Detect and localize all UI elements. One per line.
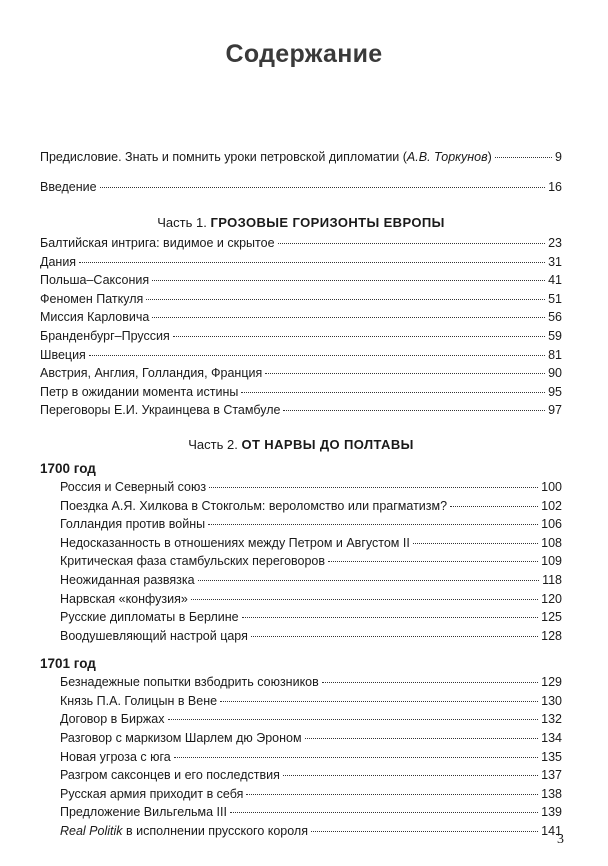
dot-leader xyxy=(152,317,545,318)
toc-entry-title: Критическая фаза стамбульских переговоров xyxy=(60,554,326,569)
toc-entry-title: Феномен Паткуля xyxy=(40,291,144,306)
toc-entry-page: 97 xyxy=(548,403,562,418)
toc-entry-page: 106 xyxy=(541,517,562,532)
toc-entry-page: 132 xyxy=(541,712,562,727)
toc-entry-page: 51 xyxy=(548,291,562,306)
year-heading-1701: 1701 год xyxy=(40,656,96,672)
toc-entry-title: Новая угроза с юга xyxy=(60,749,171,764)
toc-entry-title: Нарвская «конфузия» xyxy=(60,591,188,606)
toc-entry-title: Голландия против войны xyxy=(60,517,206,532)
toc-entry-title: Введение xyxy=(40,180,97,194)
toc-entry-title: Предложение Вильгельма III xyxy=(60,805,227,820)
toc-entry-title: Поездка А.Я. Хилкова в Стокгольм: вероломство или прагматизм? xyxy=(60,498,448,513)
toc-entry-title: Австрия, Англия, Голландия, Франция xyxy=(40,366,263,381)
toc-entry xyxy=(40,592,562,611)
toc-entry-title: Петр в ожидании момента истины xyxy=(40,384,239,399)
toc-entry-page: 139 xyxy=(541,805,562,820)
dot-leader xyxy=(246,794,538,795)
toc-entry-title: Князь П.А. Голицын в Вене xyxy=(60,693,218,708)
dot-leader xyxy=(283,410,545,411)
toc-entry xyxy=(40,675,562,694)
toc-entry xyxy=(40,824,562,843)
toc-entry-page: 138 xyxy=(541,786,562,801)
toc-entry xyxy=(40,403,562,422)
toc-entry-page: 90 xyxy=(548,366,562,381)
italic-term: Real Politik xyxy=(60,824,123,839)
toc-entry-title: Дания xyxy=(40,254,77,269)
dot-leader xyxy=(191,599,538,600)
toc-entry-title: Миссия Карловича xyxy=(40,310,150,325)
toc-entry xyxy=(40,236,562,255)
part-prefix: Часть 1. xyxy=(157,215,207,230)
toc-entry-title: Русская армия приходит в себя xyxy=(60,786,244,801)
toc-entry xyxy=(40,712,562,731)
dot-leader xyxy=(265,373,545,374)
toc-entry-page: 56 xyxy=(548,310,562,325)
preface-author: А.В. Торкунов xyxy=(406,150,488,164)
toc-entry-page: 100 xyxy=(541,479,562,494)
toc-entry-title: Разговор с маркизом Шарлем дю Эроном xyxy=(60,731,302,746)
toc-entry-title: Русские дипломаты в Берлине xyxy=(60,610,239,625)
year-1701-entries xyxy=(40,675,562,842)
toc-entry-title: Безнадежные попытки взбодрить союзников xyxy=(60,675,319,690)
toc-entry xyxy=(40,310,562,329)
dot-leader xyxy=(152,280,545,281)
toc-entry xyxy=(40,273,562,292)
toc-entry-page: 141 xyxy=(541,824,562,839)
page-title: Содержание xyxy=(225,40,383,68)
toc-entry-page: 134 xyxy=(541,731,562,746)
dot-leader xyxy=(168,719,539,720)
toc-entry xyxy=(40,255,562,274)
dot-leader xyxy=(79,262,545,263)
toc-entry-page: 31 xyxy=(548,254,562,269)
part-1-heading xyxy=(40,210,562,236)
toc-entry xyxy=(40,787,562,806)
toc-entry-page: 59 xyxy=(548,328,562,343)
dot-leader xyxy=(209,487,538,488)
page-number: 3 xyxy=(557,832,564,847)
dot-leader xyxy=(495,157,552,158)
dot-leader xyxy=(100,187,545,188)
toc-entry xyxy=(40,385,562,404)
dot-leader xyxy=(208,524,538,525)
part-1-entries xyxy=(40,236,562,422)
toc-entry-page: 9 xyxy=(555,150,562,164)
toc-entry-title: Недосказанность в отношениях между Петром и Августом II xyxy=(60,535,410,550)
dot-leader xyxy=(322,682,538,683)
toc-entry xyxy=(40,629,562,648)
dot-leader xyxy=(173,336,545,337)
toc-entry-title: Real Politik в исполнении прусского короля xyxy=(60,824,308,839)
toc-entry-page: 135 xyxy=(541,749,562,764)
toc-entry-title: Россия и Северный союз xyxy=(60,479,207,494)
dot-leader xyxy=(220,701,538,702)
toc-entry-page: 23 xyxy=(548,236,562,250)
toc-entry xyxy=(40,694,562,713)
toc-entry xyxy=(40,805,562,824)
dot-leader xyxy=(450,506,538,507)
toc-entry-title: Разгром саксонцев и его последствия xyxy=(60,768,280,783)
toc-entry xyxy=(40,731,562,750)
toc-entry-page: 108 xyxy=(541,535,562,550)
toc-entry xyxy=(40,768,562,787)
dot-leader xyxy=(413,543,538,544)
toc-entry-page: 129 xyxy=(541,675,562,690)
toc-entry-page: 81 xyxy=(548,347,562,362)
toc-entry-page: 118 xyxy=(542,572,562,587)
toc-entry-title: Бранденбург–Пруссия xyxy=(40,328,170,343)
year-1700-entries xyxy=(40,480,562,647)
toc-entry xyxy=(40,750,562,769)
toc-entry-title: Балтийская интрига: видимое и скрытое xyxy=(40,236,275,250)
dot-leader xyxy=(311,831,538,832)
table-of-contents xyxy=(40,150,562,843)
toc-entry xyxy=(40,348,562,367)
toc-entry-title: Воодушевляющий настрой царя xyxy=(60,628,248,643)
part-2-heading xyxy=(40,432,562,458)
toc-entry-title: Переговоры Е.И. Украинцева в Стамбуле xyxy=(40,403,281,418)
dot-leader xyxy=(198,580,539,581)
dot-leader xyxy=(251,636,538,637)
toc-entry-page: 128 xyxy=(541,628,562,643)
toc-entry-page: 130 xyxy=(541,693,562,708)
toc-entry-title: Предисловие. Знать и помнить уроки петровской дипломатии (А.В. Торкунов) xyxy=(40,150,492,164)
dot-leader xyxy=(89,355,545,356)
dot-leader xyxy=(146,299,545,300)
toc-entry-page: 41 xyxy=(548,273,562,288)
dot-leader xyxy=(328,561,538,562)
toc-entry-page: 109 xyxy=(541,554,562,569)
toc-entry-preface xyxy=(40,150,562,170)
toc-entry xyxy=(40,610,562,629)
part-name: ГРОЗОВЫЕ ГОРИЗОНТЫ ЕВРОПЫ xyxy=(210,215,445,230)
part-name: ОТ НАРВЫ ДО ПОЛТАВЫ xyxy=(241,436,414,452)
toc-entry xyxy=(40,536,562,555)
dot-leader xyxy=(241,392,545,393)
toc-entry-title: Польша–Саксония xyxy=(40,273,150,288)
toc-entry-title: Швеция xyxy=(40,347,86,362)
toc-entry xyxy=(40,499,562,518)
toc-entry xyxy=(40,573,562,592)
toc-entry xyxy=(40,517,562,536)
toc-entry-page: 120 xyxy=(541,591,562,606)
toc-entry xyxy=(40,329,562,348)
toc-entry-page: 95 xyxy=(548,384,562,399)
year-heading-1700: 1700 год xyxy=(40,460,96,476)
dot-leader xyxy=(283,775,538,776)
dot-leader xyxy=(278,243,546,244)
toc-entry-title: Договор в Биржах xyxy=(60,712,165,727)
toc-entry xyxy=(40,480,562,499)
toc-entry xyxy=(40,292,562,311)
dot-leader xyxy=(230,812,538,813)
toc-entry-page: 137 xyxy=(541,768,562,783)
toc-entry-page: 125 xyxy=(541,610,562,625)
toc-entry-introduction xyxy=(40,180,562,200)
toc-entry-title: Неожиданная развязка xyxy=(60,572,195,587)
toc-entry xyxy=(40,554,562,573)
toc-entry xyxy=(40,366,562,385)
dot-leader xyxy=(242,617,539,618)
dot-leader xyxy=(174,757,538,758)
dot-leader xyxy=(305,738,539,739)
toc-entry-page: 16 xyxy=(548,180,562,194)
toc-entry-page: 102 xyxy=(541,498,562,513)
part-prefix: Часть 2. xyxy=(188,436,238,452)
